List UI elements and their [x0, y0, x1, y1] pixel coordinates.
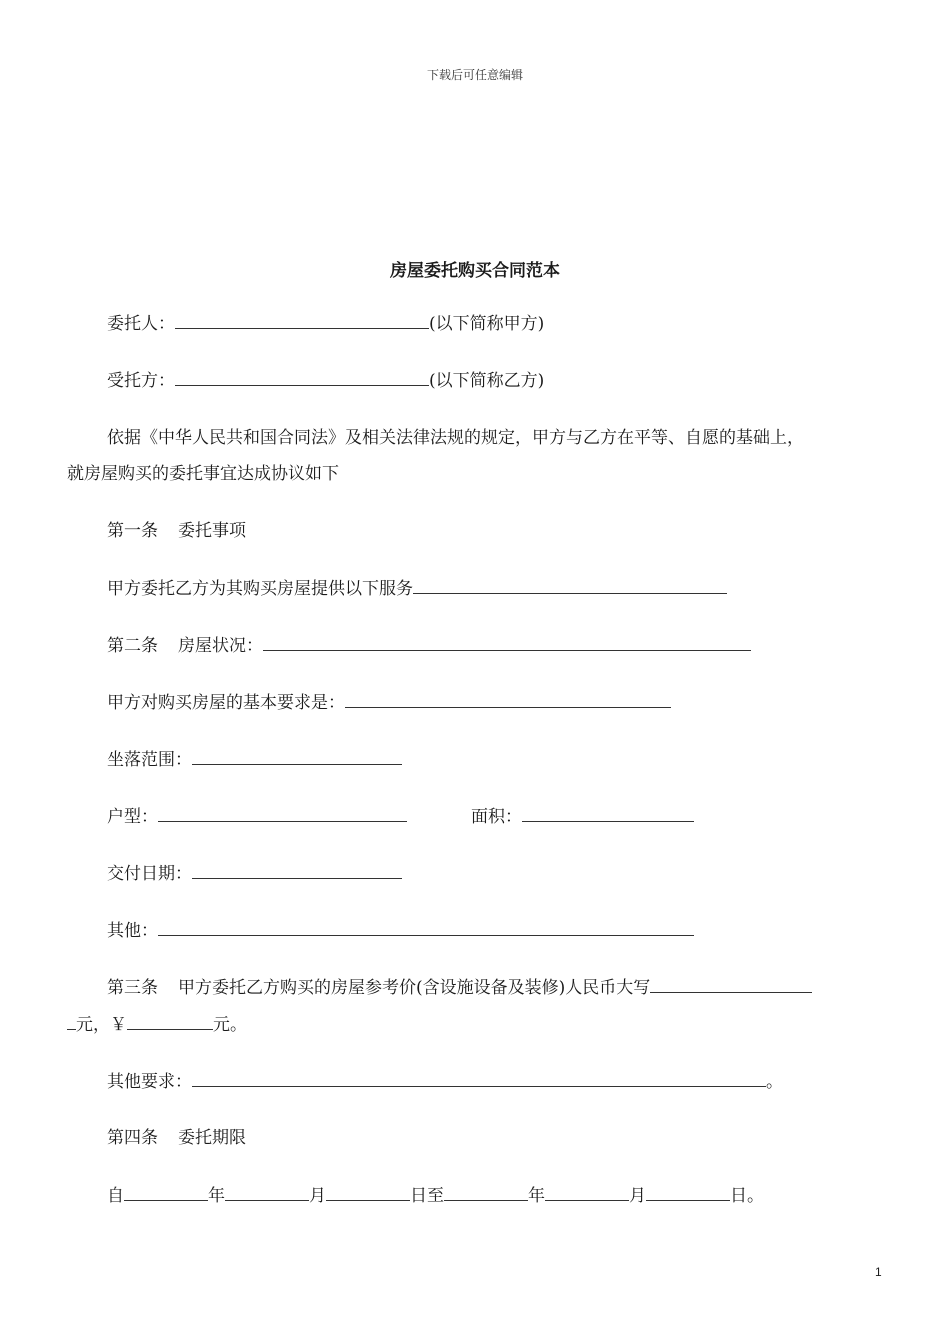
document-title: 房屋委托购买合同范本	[390, 261, 560, 281]
start-month-blank[interactable]	[225, 1184, 309, 1201]
delivery-line	[107, 862, 402, 885]
yuan-label-1: 元，￥	[76, 1015, 127, 1035]
area-label: 面积：	[471, 807, 522, 827]
yuan-label-2: 元。	[213, 1015, 247, 1035]
start-day-blank[interactable]	[326, 1184, 410, 1201]
other-label: 其他：	[107, 921, 158, 941]
price-words-blank[interactable]	[650, 976, 812, 993]
other-line	[107, 919, 694, 942]
start-year-blank[interactable]	[124, 1184, 208, 1201]
delivery-label: 交付日期：	[107, 864, 192, 884]
article-3-body: 甲方委托乙方购买的房屋参考价(含设施设备及装修)人民币大写	[178, 978, 651, 998]
client-line	[107, 312, 544, 335]
services-label: 甲方委托乙方为其购买房屋提供以下服务	[107, 579, 413, 599]
client-suffix: (以下简称甲方)	[429, 314, 545, 334]
article-3-line-2	[67, 1013, 247, 1036]
agent-line	[107, 369, 544, 392]
article-2-number: 第二条	[107, 636, 158, 656]
type-line	[107, 805, 407, 828]
month-label-2: 月	[629, 1186, 646, 1206]
year-label-1: 年	[208, 1186, 225, 1206]
delivery-blank[interactable]	[192, 862, 402, 879]
house-condition-blank[interactable]	[263, 634, 751, 651]
type-blank[interactable]	[158, 805, 407, 822]
article-1-body	[107, 577, 727, 600]
location-line	[107, 748, 402, 771]
article-1-number: 第一条	[107, 521, 158, 541]
article-4-number: 第四条	[107, 1128, 158, 1148]
area-blank[interactable]	[522, 805, 694, 822]
end-day-blank[interactable]	[646, 1184, 730, 1201]
client-blank[interactable]	[175, 312, 429, 329]
day-end-label: 日。	[730, 1186, 764, 1206]
price-words-blank-cont[interactable]	[67, 1013, 76, 1030]
type-label: 户型：	[107, 807, 158, 827]
article-2-title: 房屋状况：	[178, 636, 263, 656]
other-requirements-label: 其他要求：	[107, 1072, 192, 1092]
area-line	[471, 805, 694, 828]
end-month-blank[interactable]	[545, 1184, 629, 1201]
article-2-heading	[107, 634, 751, 657]
requirements-line	[107, 691, 671, 714]
other-blank[interactable]	[158, 919, 694, 936]
article-1-title: 委托事项	[178, 521, 246, 541]
client-label: 委托人：	[107, 314, 175, 334]
services-blank[interactable]	[413, 577, 727, 594]
article-3-line-1	[107, 976, 812, 999]
other-requirements-line	[107, 1070, 783, 1093]
article-4-heading	[107, 1127, 246, 1149]
day-to-label: 日至	[410, 1186, 444, 1206]
article-3-number: 第三条	[107, 978, 158, 998]
other-requirements-end: 。	[766, 1072, 783, 1092]
page-header: 下载后可任意编辑	[426, 68, 523, 82]
article-1-heading	[107, 520, 246, 542]
agent-suffix: (以下简称乙方)	[429, 371, 545, 391]
from-label: 自	[107, 1186, 124, 1206]
location-blank[interactable]	[192, 748, 402, 765]
article-4-title: 委托期限	[178, 1128, 246, 1148]
requirements-label: 甲方对购买房屋的基本要求是：	[107, 693, 345, 713]
end-year-blank[interactable]	[444, 1184, 528, 1201]
requirements-blank[interactable]	[345, 691, 671, 708]
preamble-line-2: 就房屋购买的委托事宜达成协议如下	[67, 464, 339, 484]
agent-blank[interactable]	[175, 369, 429, 386]
month-label-1: 月	[309, 1186, 326, 1206]
preamble-line-1: 依据《中华人民共和国合同法》及相关法律法规的规定，甲方与乙方在平等、自愿的基础上，	[107, 428, 804, 448]
year-label-2: 年	[528, 1186, 545, 1206]
term-dates-line	[107, 1184, 764, 1207]
page-number: 1	[875, 1265, 882, 1279]
agent-label: 受托方：	[107, 371, 175, 391]
location-label: 坐落范围：	[107, 750, 192, 770]
price-number-blank[interactable]	[127, 1013, 213, 1030]
other-requirements-blank[interactable]	[192, 1070, 766, 1087]
